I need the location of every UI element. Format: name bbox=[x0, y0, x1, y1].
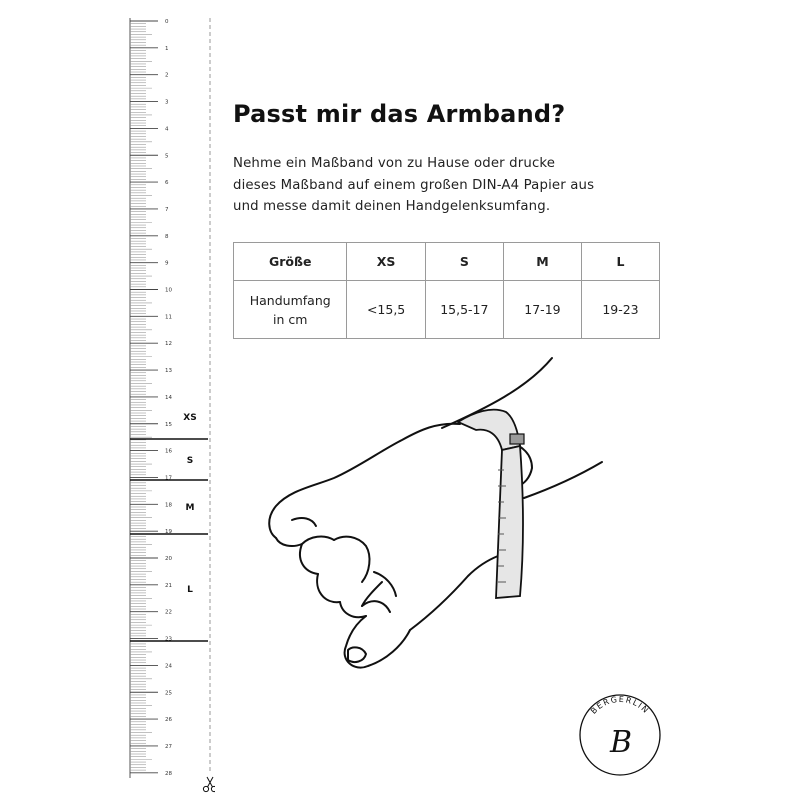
intro-line-2: dieses Maßband auf einem großen DIN-A4 Papier aus bbox=[233, 177, 595, 193]
ruler-number: 17 bbox=[165, 475, 172, 482]
brand-logo bbox=[575, 690, 665, 780]
ruler-numbers bbox=[165, 19, 172, 777]
header-l: L bbox=[581, 243, 659, 281]
scissors-icon bbox=[203, 777, 215, 792]
ruler-number: 19 bbox=[165, 529, 172, 536]
intro-line-1: Nehme ein Maßband von zu Hause oder drucke bbox=[233, 156, 556, 171]
thumb bbox=[345, 616, 410, 668]
ruler-number: 6 bbox=[165, 180, 169, 187]
size-table bbox=[233, 242, 660, 339]
ruler-number: 14 bbox=[165, 394, 172, 401]
ruler-number: 25 bbox=[165, 690, 172, 697]
hand-measuring-illustration bbox=[262, 350, 607, 680]
band-clasp bbox=[510, 434, 524, 444]
size-label-s: S bbox=[186, 456, 194, 466]
forearm-bottom-edge bbox=[524, 462, 602, 498]
thumb-nail bbox=[348, 647, 366, 662]
row-label bbox=[234, 281, 347, 339]
ruler-number: 9 bbox=[165, 260, 169, 267]
size-table-header-row bbox=[234, 243, 660, 281]
finger-index bbox=[276, 538, 318, 574]
ruler-number: 5 bbox=[165, 153, 169, 160]
ruler-number: 13 bbox=[165, 368, 172, 375]
ruler-number: 11 bbox=[165, 314, 172, 321]
ruler-number: 4 bbox=[165, 126, 169, 133]
header-s: S bbox=[425, 243, 503, 281]
ruler-number: 22 bbox=[165, 609, 172, 616]
ruler-number: 15 bbox=[165, 421, 172, 428]
palm-underside bbox=[410, 556, 498, 630]
intro-paragraph bbox=[233, 153, 653, 218]
ruler-number: 12 bbox=[165, 341, 172, 348]
ruler-number: 2 bbox=[165, 72, 169, 79]
ruler-number: 16 bbox=[165, 448, 172, 455]
hand-back bbox=[269, 424, 460, 538]
ruler-number: 21 bbox=[165, 582, 172, 589]
cell-s: 15,5-17 bbox=[425, 281, 503, 339]
ruler-number: 8 bbox=[165, 233, 169, 240]
size-label-xs: XS bbox=[183, 413, 197, 423]
ruler-number: 23 bbox=[165, 636, 172, 643]
finger-crease bbox=[292, 518, 316, 526]
ruler-number: 3 bbox=[165, 99, 169, 106]
ruler-ticks bbox=[130, 21, 158, 773]
finger-middle-curl bbox=[317, 574, 340, 602]
finger-ring bbox=[334, 537, 369, 582]
ruler-number: 18 bbox=[165, 502, 172, 509]
ruler-number: 27 bbox=[165, 743, 172, 750]
header-size: Größe bbox=[234, 243, 347, 281]
measuring-tape-ruler bbox=[0, 0, 215, 800]
ruler-number: 20 bbox=[165, 556, 172, 562]
logo-monogram: B bbox=[609, 725, 633, 760]
ruler-number: 7 bbox=[165, 206, 169, 213]
row-label-line-2: in cm bbox=[273, 311, 308, 327]
ruler-number: 1 bbox=[165, 45, 169, 52]
measuring-band bbox=[458, 410, 524, 598]
ruler-number: 26 bbox=[165, 717, 172, 724]
header-m: M bbox=[503, 243, 581, 281]
page-title: Passt mir das Armband? bbox=[233, 100, 566, 128]
palm-crease bbox=[374, 572, 396, 596]
ruler-number: 0 bbox=[165, 19, 169, 25]
ruler-number: 10 bbox=[165, 287, 172, 294]
logo-wordmark: BERGERLIN bbox=[589, 694, 651, 716]
cell-l: 19-23 bbox=[581, 281, 659, 339]
row-label-line-1: Handumfang bbox=[249, 292, 331, 308]
finger-middle bbox=[302, 537, 334, 544]
size-table-row bbox=[234, 281, 660, 339]
intro-line-3: und messe damit deinen Handgelenksumfang. bbox=[233, 199, 551, 214]
ruler-number: 28 bbox=[165, 770, 172, 777]
ruler-number: 24 bbox=[165, 663, 172, 670]
header-xs: XS bbox=[347, 243, 425, 281]
size-label-l: L bbox=[187, 585, 193, 595]
thumb-joint bbox=[362, 601, 390, 612]
cell-xs: <15,5 bbox=[347, 281, 425, 339]
size-label-m: M bbox=[185, 503, 195, 513]
cell-m: 17-19 bbox=[503, 281, 581, 339]
band-hanging-strip bbox=[496, 446, 523, 598]
